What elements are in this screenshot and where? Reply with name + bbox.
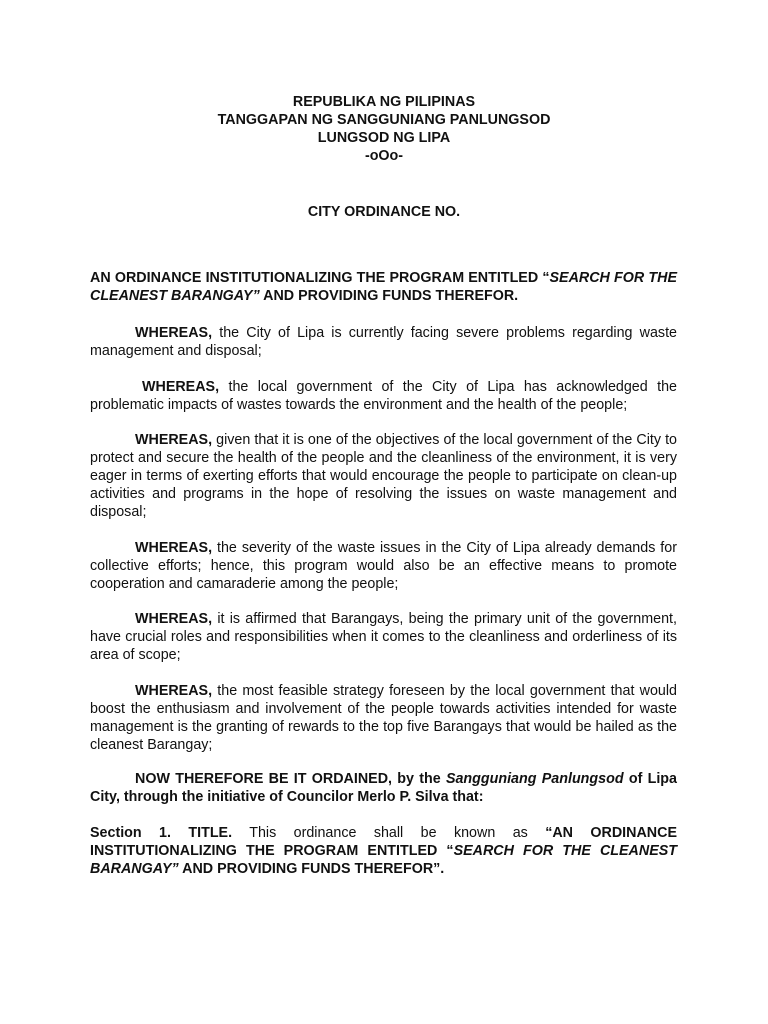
header-line-office: TANGGAPAN NG SANGGUNIANG PANLUNGSOD bbox=[217, 112, 551, 128]
section-1-text: This ordinance shall be known as bbox=[232, 825, 546, 841]
section-1-quote-part-2: AND PROVIDING FUNDS THEREFOR”. bbox=[178, 860, 445, 877]
header-line-city: LUNGSOD NG LIPA bbox=[317, 130, 451, 146]
whereas-text: the most feasible strategy foreseen by the local government that would boost the enthusiasm and involvement of the people towards activities intended for waste management is the granting of rewards to the top five Barangays that would be hailed as the cleanest Barangay; bbox=[90, 683, 677, 753]
whereas-lead: WHEREAS, bbox=[135, 611, 213, 627]
ordinance-title bbox=[90, 270, 677, 306]
whereas-paragraph bbox=[90, 683, 677, 755]
whereas-paragraph bbox=[90, 540, 677, 594]
whereas-lead: WHEREAS, bbox=[135, 325, 213, 341]
section-1-label: Section 1. TITLE. bbox=[90, 825, 233, 841]
whereas-text: the local government of the City of Lipa has acknowledged the problematic impacts of wastes towards the environment and the health of the people; bbox=[90, 379, 677, 413]
section-1-title bbox=[90, 825, 677, 879]
title-part-2: AND PROVIDING FUNDS THEREFOR. bbox=[259, 287, 519, 304]
whereas-paragraph bbox=[90, 325, 677, 361]
whereas-lead: WHEREAS, bbox=[135, 432, 213, 448]
section-1-quote-part-1: “AN ORDINANCE INSTITUTIONALIZING THE PROGRAM ENTITLED “ bbox=[90, 825, 677, 859]
whereas-lead: WHEREAS, bbox=[142, 379, 220, 395]
whereas-paragraph bbox=[90, 432, 677, 522]
header-line-republic: REPUBLIKA NG PILIPINAS bbox=[292, 94, 476, 110]
title-italic: SEARCH FOR THE CLEANEST BARANGAY” bbox=[90, 270, 677, 304]
whereas-lead: WHEREAS, bbox=[135, 540, 213, 556]
whereas-paragraph bbox=[90, 611, 677, 665]
section-1-quote-italic: SEARCH FOR THE CLEANEST BARANGAY” bbox=[90, 842, 677, 877]
whereas-paragraph bbox=[90, 379, 677, 415]
title-part-1: AN ORDINANCE INSTITUTIONALIZING THE PROGRAM ENTITLED “ bbox=[90, 270, 550, 286]
ordained-part-2: of Lipa City, through the initiative of Councilor Merlo P. Silva that: bbox=[90, 771, 677, 805]
whereas-lead: WHEREAS, bbox=[135, 683, 213, 699]
document-header bbox=[0, 93, 768, 165]
whereas-text: given that it is one of the objectives of the local government of the City to protect and secure the health of the people and the cleanliness of the environment, it is very eager in terms of exerting efforts that would encourage the people to participate on clean-up activities and programs in the hope of resolving the issues on waste management and disposal; bbox=[90, 432, 677, 520]
whereas-text: the City of Lipa is currently facing severe problems regarding waste management and disposal; bbox=[90, 325, 677, 359]
header-line-separator: -oOo- bbox=[364, 148, 404, 164]
ordained-clause bbox=[90, 771, 677, 807]
ordained-italic: Sangguniang Panlungsod bbox=[445, 771, 624, 787]
whereas-text: the severity of the waste issues in the City of Lipa already demands for collective efforts; hence, this program would also be an effective means to promote cooperation and camaraderie among the people; bbox=[90, 540, 677, 592]
ordinance-number: CITY ORDINANCE NO. bbox=[307, 204, 461, 220]
ordained-part-1: NOW THEREFORE BE IT ORDAINED, by the bbox=[135, 771, 446, 787]
whereas-text: it is affirmed that Barangays, being the primary unit of the government, have crucial roles and responsibilities when it comes to the cleanliness and orderliness of its area of scope; bbox=[90, 611, 677, 663]
